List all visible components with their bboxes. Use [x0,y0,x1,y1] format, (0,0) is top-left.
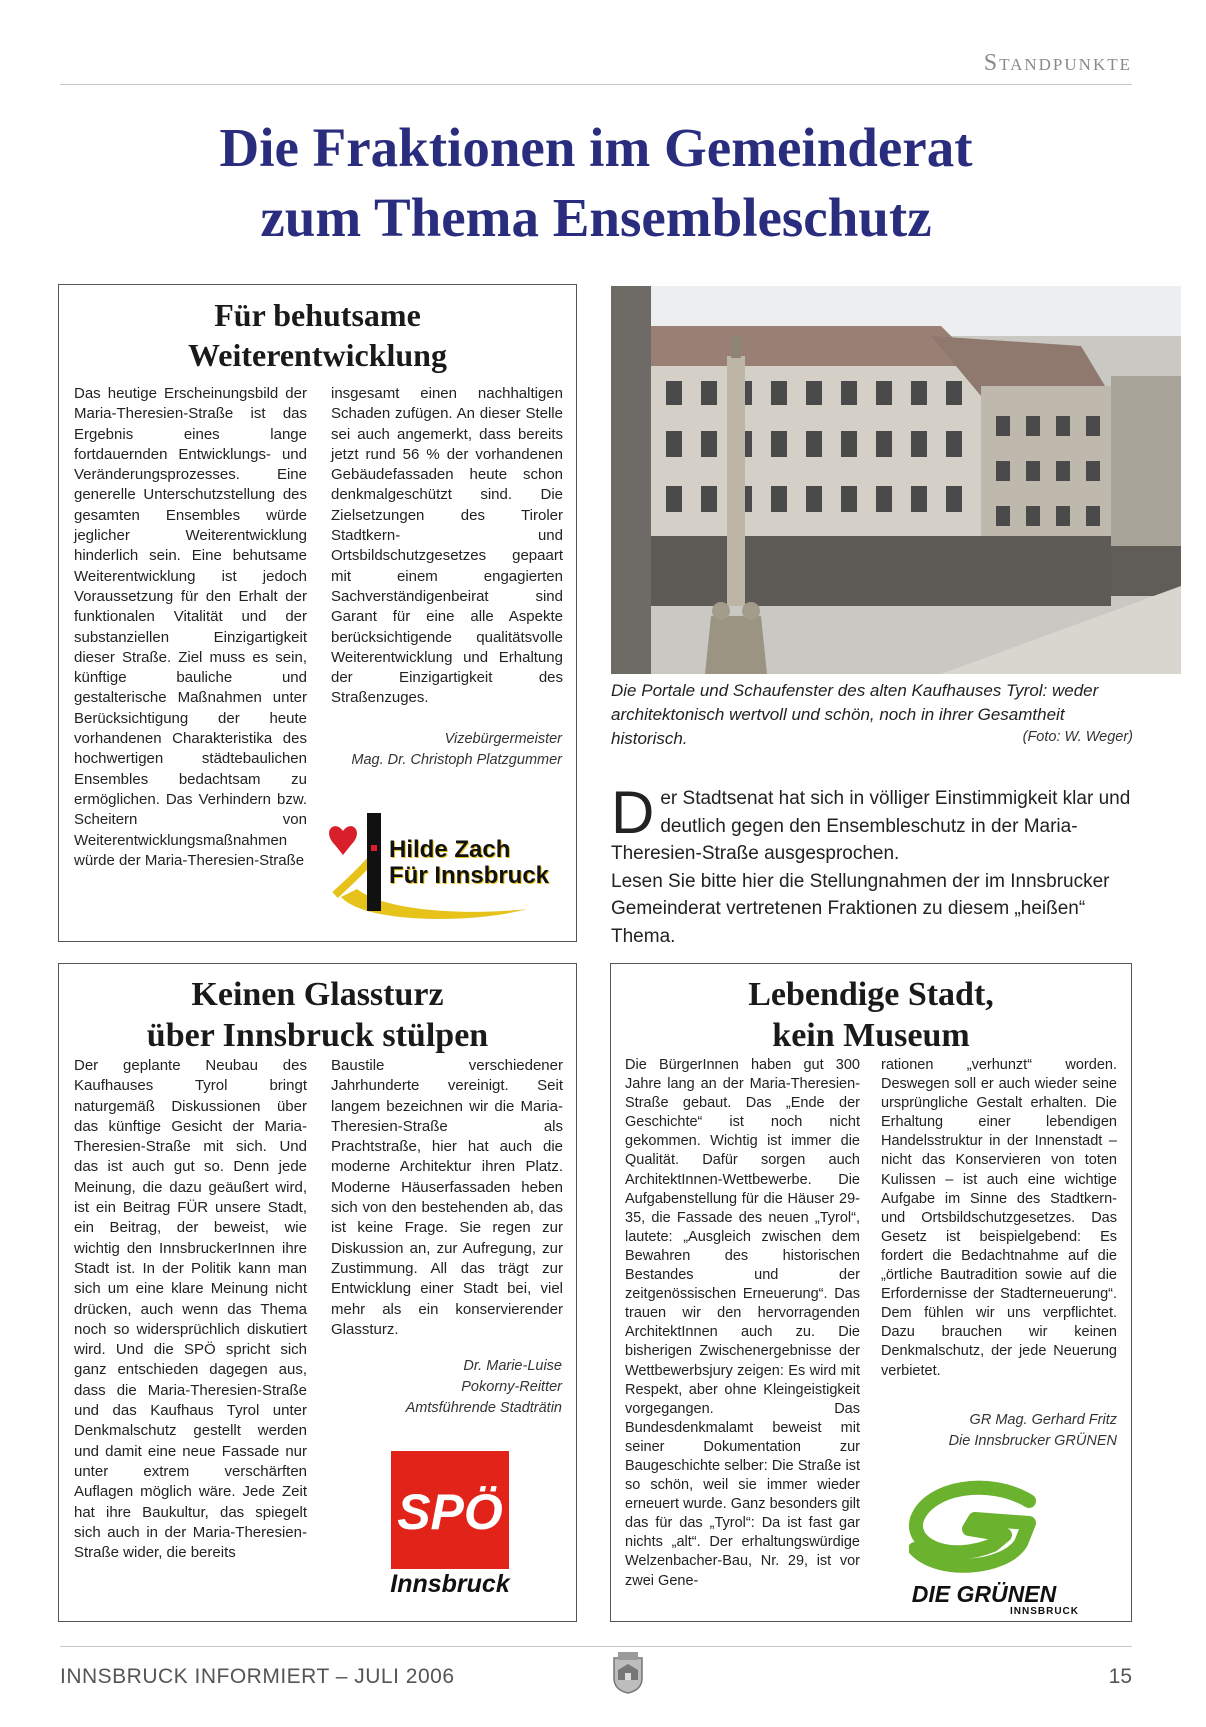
hilde-zach-logo [327,805,567,925]
article-box-weiterentwicklung [58,284,577,942]
intro-text [611,779,1133,950]
gruene-g-icon [909,1479,1059,1579]
page-number: 15 [1108,1665,1132,1688]
signature-line-1: Dr. Marie-Luise [463,1358,562,1374]
street-photo-illustration [611,286,1181,674]
article-title-line-2: über Innsbruck stülpen [146,1017,489,1054]
article-title-line-1: Lebendige Stadt, [748,976,994,1013]
article-title [611,974,1131,1056]
photo-credit: (Foto: W. Weger) [1022,729,1133,745]
footer-rule [60,1646,1132,1647]
signature-line-1: GR Mag. Gerhard Fritz [969,1412,1117,1428]
article-column-1: Die BürgerInnen haben gut 300 Jahre lang an der Maria-Theresien-Straße gebaut. Das „Ende der Geschichte“ ist noch nicht gekommen. Wichtig ist immer die Qualität. Dafür sorgen auch ArchitektInnen-Wettbewerbe. Die Aufgabenstellung für die Häuser 29-35, die Fassade des neuen „Tyrol“, lautete: „Ausgleich zwischen dem Bewahren des historischen Bestandes und der zeitgenössischen Erneuerung“. Das trauen wir den hervorragenden ArchitektInnen auch zu. Die bisherigen Zwischenergebnisse der Wettbewerbsjury zeigen: Es wird mit Respekt, aber ohne Kleingeistigkeit vorgegangen. Das Bundesdenkmalamt beweist mit seiner Dokumentation zur Baugeschichte selber: Die Straße ist so schön, weil sie immer wieder erneuert wurde. Ganz besonders gilt das für das „Tyrol“: Da ist fast gar nichts „alt“. Der erhaltungswürdige Welzenbacher-Bau, Nr. 29, ist vor zwei Gene- [625,1057,860,1589]
signature-name: Mag. Dr. Christoph Platzgummer [351,752,562,768]
crest-graphic [612,1650,644,1694]
signature-line-3: Amtsführende Stadträtin [405,1400,562,1416]
hilde-zach-logo-text [389,837,549,889]
logo-line-2: Für Innsbruck [389,862,550,889]
spo-logo-subtitle: Innsbruck [390,1570,510,1598]
headline-line-1: Die Fraktionen im Gemeinderat [219,117,973,178]
gruene-logo-text: DIE GRÜNEN [911,1581,1057,1607]
article-title-line-2: kein Museum [772,1017,970,1054]
article-title [59,295,576,375]
logo-line-1: Hilde Zach [389,836,511,863]
intro-paragraph-2: Lesen Sie bitte hier die Stellungnahmen der im Innsbrucker Gemeinderat vertretenen Fraktionen zu diesem „heißen“ Thema. [611,870,1110,947]
signature [322,1356,562,1419]
article-title [59,974,576,1056]
article-column-2: insgesamt einen nachhaltigen Schaden zufügen. An dieser Stelle sei auch angemerkt, dass bereits jetzt rund 56 % der vorhandenen Gebäudefassaden heute schon denkmalgeschützt sind. Die Zielsetzungen des Tiroler Stadtkern- und Ortsbildschutzgesetzes gepaart mit einem engagierten Sachverständigenbeirat sind Garant für eine alle Aspekte berücksichtigende qualitätsvolle Weiterentwicklung und Erhaltung der Einzigartigkeit des Straßenzuges. [331,385,563,707]
spo-logo-text: SPÖ [397,1484,503,1540]
footer-publication: INNSBRUCK INFORMIERT – JULI 2006 [60,1665,455,1688]
signature-role: Vizebürgermeister [444,731,562,747]
gruene-logo [909,1479,1059,1579]
article-box-lebendige-stadt [610,963,1132,1622]
article-title-line-2: Weiterentwicklung [188,337,447,373]
article-column-1: Das heutige Erscheinungsbild der Maria-Theresien-Straße ist das Ergebnis eines lange fortdauernden Entwicklungs- und Veränderungsprozesses. Eine generelle Unterschutzstellung des gesamten Ensembles würde jeglicher Weiterentwicklung hinderlich sein. Eine behutsame Weiterentwicklung ist jedoch Voraussetzung für den Erhalt der funktionalen Vitalität und der substanziellen Einzigartigkeit dieser Straße. Ziel muss es sein, künftige bauliche und gestalterische Maßnahmen unter Berücksichtigung der heute vorhandenen Charakteristika des hochwertigen städtebaulichen Ensembles bedachtsam zu ermöglichen. Das Verhindern bzw. Scheitern von Weiterentwicklungsmaßnahmen würde der Maria-Theresien-Straße [74,385,307,869]
article-title-line-1: Für behutsame [214,297,421,333]
intro-paragraph-1: er Stadtsenat hat sich in völliger Einstimmigkeit klar und deutlich gegen den Ensembleschutz in der Maria-Theresien-Straße ausgesprochen. [611,788,1131,864]
kaufhaus-tyrol-photo [611,286,1181,674]
signature-line-2: Pokorny-Reitter [461,1379,562,1395]
photo-caption: Die Portale und Schaufenster des alten Kaufhauses Tyrol: weder architektonisch wertvoll und schön, noch in ihrer Gesamtheit historisch. [611,681,1099,748]
city-crest-icon [612,1650,644,1694]
signature [877,1410,1117,1452]
spo-logo [391,1451,509,1569]
article-column-1: Der geplante Neubau des Kaufhauses Tyrol bringt naturgemäß Diskussionen über das künftige Gesicht der Maria-Theresien-Straße mit sich. Und das ist auch gut so. Denn jede Meinung, die dazu geäußert wird, ist ein Beitrag FÜR unsere Stadt, ein Beitrag, der beweist, wie wichtig den InnsbruckerInnen ihre Stadt ist. In der Politik kann man sich um eine klare Meinung nicht drücken, auch wenn das Thema noch so widersprüchlich diskutiert wird. Und die SPÖ spricht sich ganz entschieden dagegen aus, dass die Maria-Theresien-Straße und das Kaufhaus Tyrol unter Denkmalschutz gestellt werden und damit eine neue Fassade nur unter extrem verschärften Auflagen möglich wäre. Jede Zeit hat ihre Baukultur, das spiegelt sich auch in der Maria-Theresien-Straße wider, die bereits [74,1057,307,1562]
article-box-glassturz [58,963,577,1622]
gruene-logo-subtitle: INNSBRUCK [1010,1606,1079,1617]
signature-line-2: Die Innsbrucker GRÜNEN [948,1433,1117,1449]
headline-line-2: zum Thema Ensembleschutz [260,187,932,248]
section-label: Standpunkte [983,50,1132,76]
article-column-2: rationen „verhunzt“ worden. Deswegen soll er auch wieder seine ursprüngliche Gestalt erhalten. Die Erhaltung einer lebendigen Handelsstruktur in der Innenstadt – nicht das Konservieren von toten Kulissen – ist auch eine wichtige Aufgabe im Sinne des Stadtkern- und Ortsbildschutzgesetzes. Das Gesetz ist beispielgebend: Es fordert die Bedachtnahme auf die „örtliche Bautradition sowie auf die Erfordernisse der Stadterneuerung“. Dem fühlen wir uns verpflichtet. Dazu brauchen wir keinen Denkmalschutz, der jede Neuerung verbietet. [881,1057,1117,1379]
article-column-2: Baustile verschiedener Jahrhunderte vereinigt. Seit langem bezeichnen wir die Maria-Theresien-Straße als Prachtstraße, hier hat auch die moderne Architektur ihren Platz. Moderne Häuserfassaden heben sich von den bestehenden ab, das ist keine Frage. Sie regen zur Diskussion an, zur Aufregung, zur Zustimmung. All das trägt zur Entwicklung einer Stadt bei, viel mehr als ein konservierender Glassturz. [331,1057,563,1338]
intro-dropcap: D [611,779,655,846]
signature [322,729,562,771]
header-rule [60,84,1132,85]
article-title-line-1: Keinen Glassturz [191,976,444,1013]
